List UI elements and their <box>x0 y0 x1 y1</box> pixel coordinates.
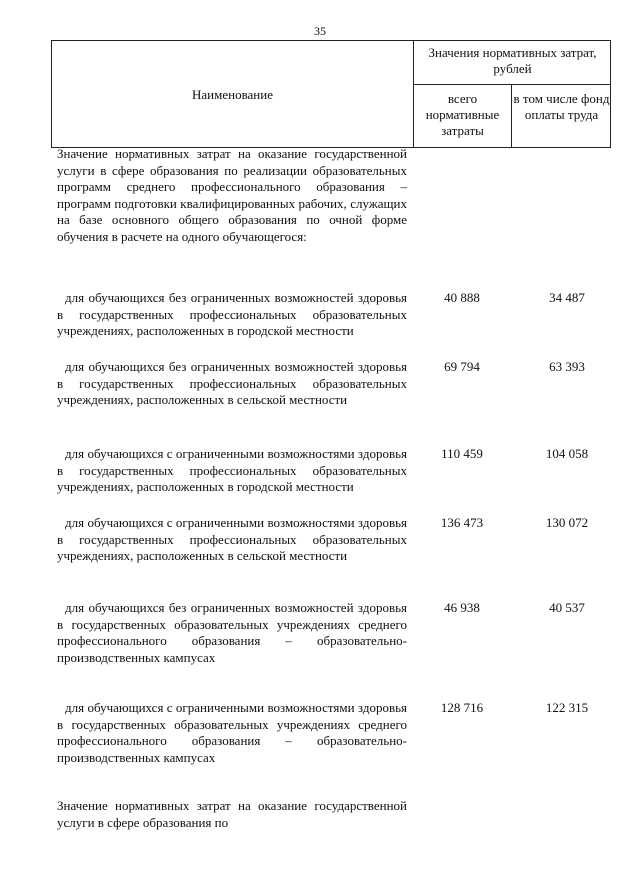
column-header-values: Значения нормативных затрат, рублей <box>428 45 597 76</box>
row-description: для обучающихся с ограниченными возможностями здоровья в государственных профессиональных образовательных учреждениях, расположенных в городской местности <box>57 446 407 494</box>
table-header <box>51 40 611 148</box>
row-total-value: 136 473 <box>440 515 484 530</box>
row-total-value: 128 716 <box>440 700 484 715</box>
column-header-fund: в том числе фонд оплаты труда <box>513 91 610 122</box>
row-fund-value: 104 058 <box>545 446 589 461</box>
row-total-value: 69 794 <box>444 359 480 374</box>
row-total-value: 110 459 <box>441 446 483 461</box>
row-fund-value: 130 072 <box>545 515 589 530</box>
row-description: для обучающихся с ограниченными возможностями здоровья в государственных образовательных учреждениях среднего профессионального образования – образовательно-производственных кампусах <box>57 700 407 765</box>
column-header-name: Наименование <box>192 87 273 102</box>
row-fund-value: 63 393 <box>549 359 585 374</box>
outro-text: Значение нормативных затрат на оказание государственной услуги в сфере образования по <box>57 798 407 830</box>
row-fund-value: 122 315 <box>545 700 589 715</box>
row-total-value: 46 938 <box>444 600 480 615</box>
row-description: для обучающихся без ограниченных возможностей здоровья в государственных образовательных учреждениях среднего профессионального образования – образовательно-производственных кампусах <box>57 600 407 665</box>
header-divider <box>413 84 611 85</box>
row-description: для обучающихся с ограниченными возможностями здоровья в государственных профессиональных образовательных учреждениях, расположенных в сельской местности <box>57 515 407 563</box>
row-description: для обучающихся без ограниченных возможностей здоровья в государственных профессиональных образовательных учреждениях, расположенных в городской местности <box>57 290 407 338</box>
row-fund-value: 34 487 <box>549 290 585 305</box>
column-header-total: всего нормативные затраты <box>425 91 500 138</box>
row-fund-value: 40 537 <box>549 600 585 615</box>
row-total-value: 40 888 <box>444 290 480 305</box>
page-number: 35 <box>314 24 326 38</box>
intro-text: Значение нормативных затрат на оказание государственной услуги в сфере образования по реализации образовательных программ среднего профессионального образования – программ подготовки квалифицированных рабочих, служащих на базе основного общего образования по очной форме обучения в расчете на одного обучающегося: <box>57 146 407 244</box>
row-description: для обучающихся без ограниченных возможностей здоровья в государственных профессиональных образовательных учреждениях, расположенных в сельской местности <box>57 359 407 407</box>
